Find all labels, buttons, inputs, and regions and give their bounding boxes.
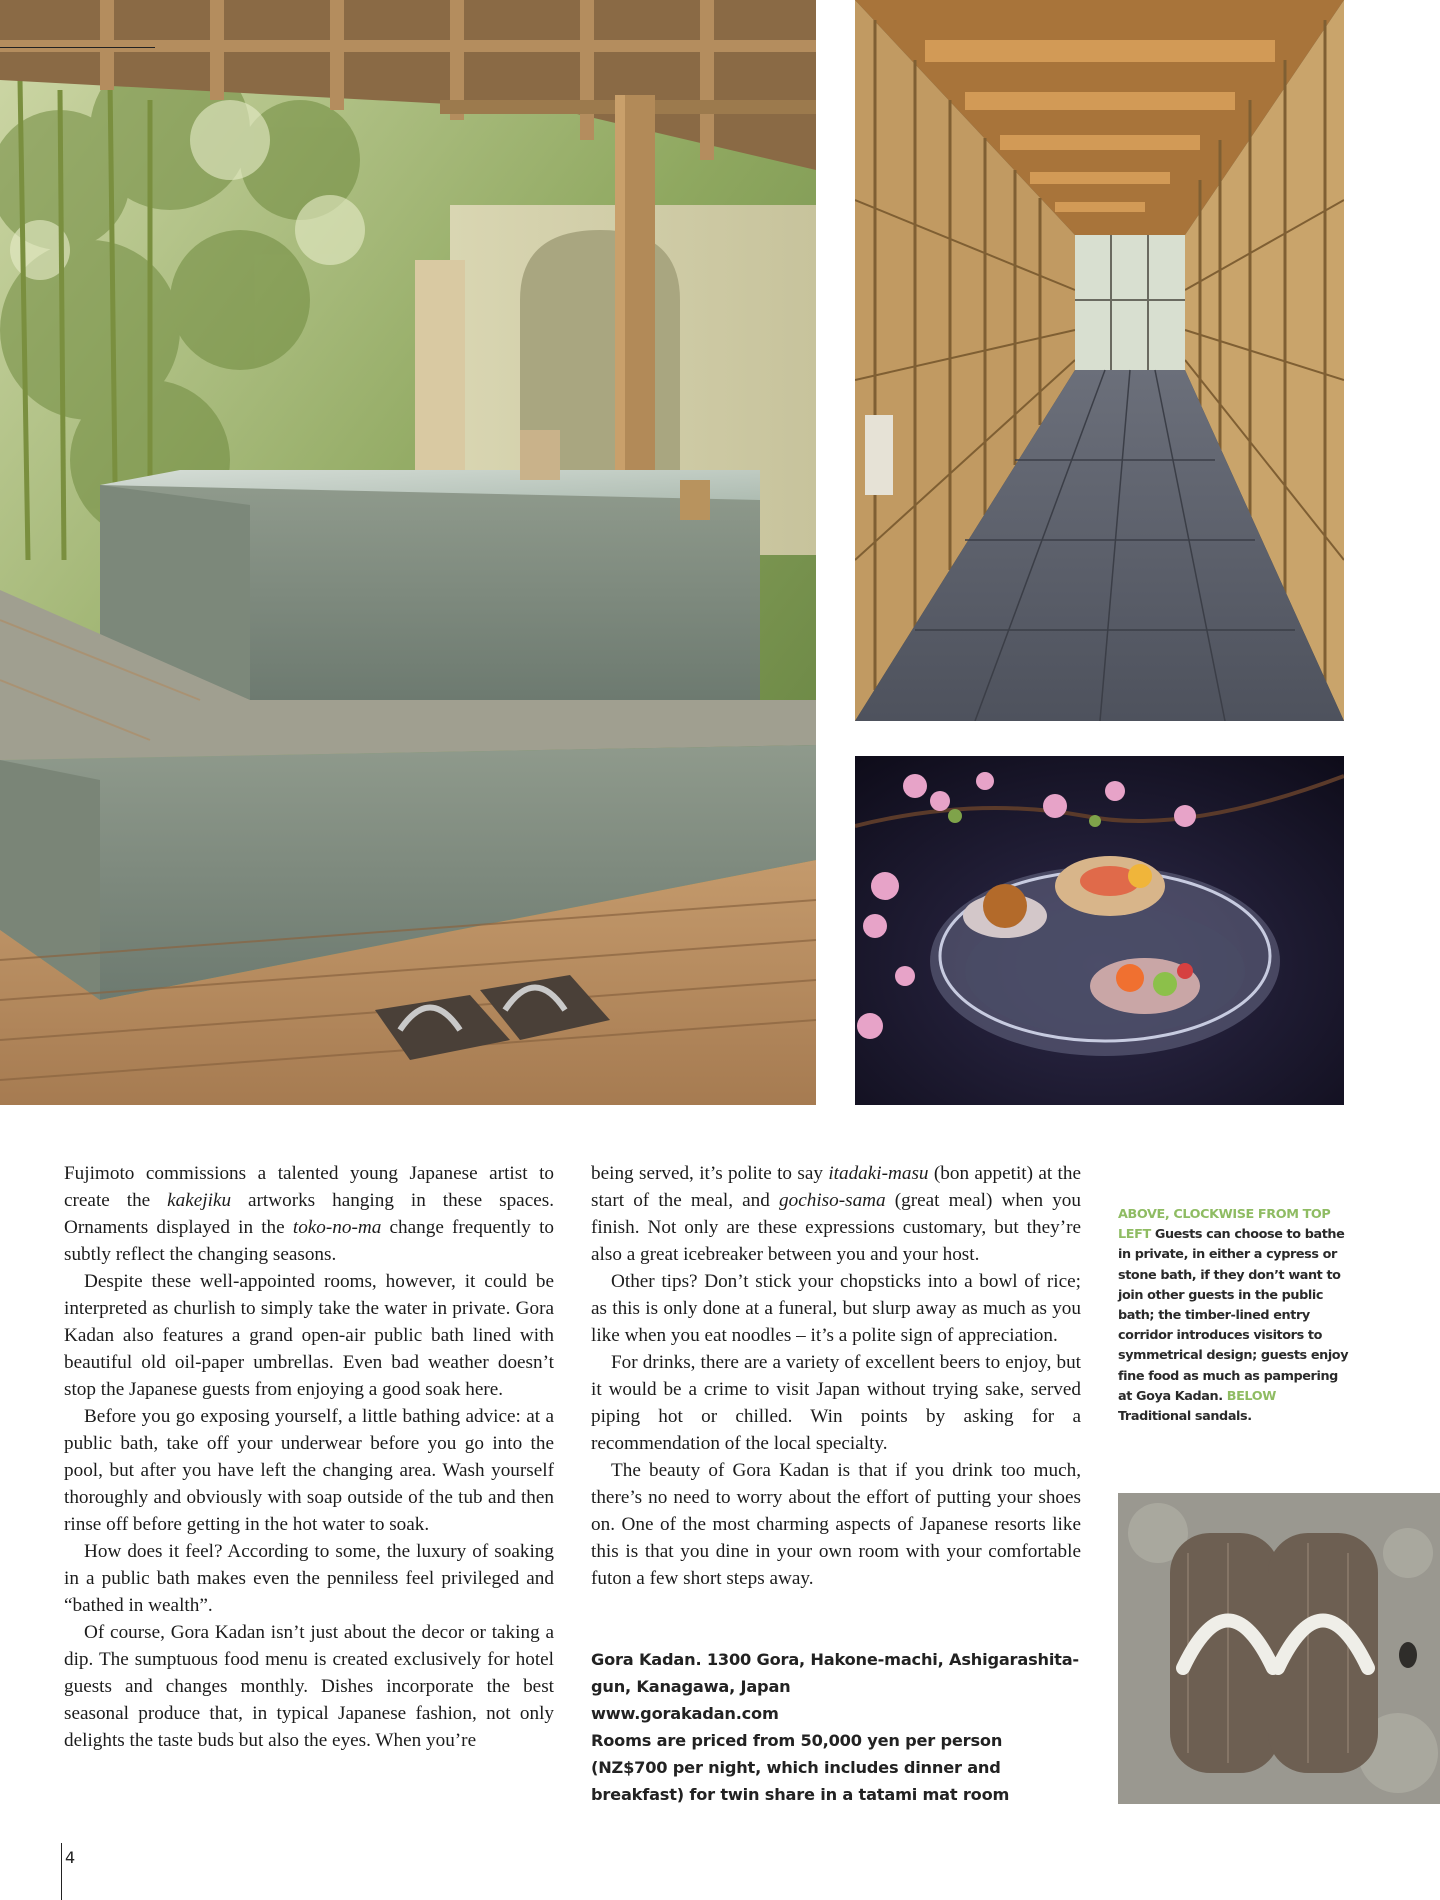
article-paragraph <box>591 1160 1081 1268</box>
article-paragraph <box>64 1403 554 1538</box>
article-paragraph <box>591 1349 1081 1457</box>
paragraph-text: (great meal) when you finish. Not only are these expressions customary, but they’re also a great icebreaker between you and your host. <box>591 1190 1081 1265</box>
caption-lead-label: ABOVE, CLOCKWISE FROM TOP LEFT <box>1118 1207 1331 1243</box>
folio-rule <box>61 1843 62 1900</box>
page-number: 4 <box>65 1848 76 1867</box>
article-column-middle <box>591 1160 1081 1592</box>
article-paragraph <box>64 1619 554 1754</box>
paragraph-text: being served, it’s polite to say <box>591 1163 829 1184</box>
article-paragraph <box>64 1160 554 1268</box>
hotel-pricing: Rooms are priced from 50,000 yen per person (NZ$700 per night, which includes dinner and breakfast) for twin share in a tatami mat room <box>591 1731 1010 1804</box>
paragraph-text: Despite these well-appointed rooms, however, it could be interpreted as churlish to simply take the water in private. Gora Kadan also features a grand open-air public bath lined with beautiful old oil-paper umbrellas. Even bad weather doesn’t stop the Japanese guests from enjoying a good soak here. <box>64 1271 554 1400</box>
paragraph-text: The beauty of Gora Kadan is that if you drink too much, there’s no need to worry about the effort of putting your shoes on. One of the most charming aspects of Japanese resorts like this is that you dine in your own room with your comfortable futon a few short steps away. <box>591 1460 1081 1589</box>
italic-term: itadaki-masu <box>828 1163 929 1184</box>
outdoor-stone-bath-photo <box>0 0 816 1105</box>
caption-below-label: BELOW <box>1226 1388 1276 1404</box>
photo-caption <box>1118 1205 1350 1427</box>
italic-term: kakejiku <box>167 1190 232 1211</box>
italic-term: gochiso-sama <box>779 1190 886 1211</box>
italic-term: toko-no-ma <box>292 1217 382 1238</box>
header-rule <box>0 47 155 48</box>
timber-corridor-photo <box>855 0 1344 721</box>
article-column-left <box>64 1160 554 1754</box>
article-paragraph <box>591 1457 1081 1592</box>
paragraph-text: change frequently to subtly reflect the changing seasons. <box>64 1217 554 1265</box>
kaiseki-food-photo <box>855 756 1344 1105</box>
hotel-website: www.gorakadan.com <box>591 1704 779 1723</box>
traditional-sandals-photo <box>1118 1493 1440 1804</box>
caption-lead-text: Guests can choose to bathe in private, in either a cypress or stone bath, if they don’t want to join other guests in the public bath; the timber-lined entry corridor introduces visitors to symmetrical design; guests enjoy fine food as much as pampering at Goya Kadan. <box>1118 1227 1349 1404</box>
article-paragraph <box>64 1268 554 1403</box>
paragraph-text: Fujimoto commissions a talented young Japanese artist to create the <box>64 1163 554 1211</box>
paragraph-text: For drinks, there are a variety of excellent beers to enjoy, but it would be a crime to visit Japan without trying sake, served piping hot or chilled. Win points by asking for a recommendation of the local specialty. <box>591 1352 1081 1454</box>
paragraph-text: Of course, Gora Kadan isn’t just about the decor or taking a dip. The sumptuous food menu is created exclusively for hotel guests and changes monthly. Dishes incorporate the best seasonal produce that, in typical Japanese fashion, not only delights the taste buds but also the eyes. When you’re <box>64 1622 554 1751</box>
paragraph-text: artworks hanging in these spaces. Ornaments displayed in the <box>64 1190 554 1238</box>
hotel-info-block <box>591 1646 1081 1808</box>
paragraph-text: Other tips? Don’t stick your chopsticks into a bowl of rice; as this is only done at a funeral, but slurp away as much as you like when you eat noodles – it’s a polite sign of appreciation. <box>591 1271 1081 1346</box>
paragraph-text: Before you go exposing yourself, a little bathing advice: at a public bath, take off your underwear before you go into the pool, but after you have left the changing area. Wash yourself thoroughly and obviously with soap outside of the tub and then rinse off before getting in the hot water to soak. <box>64 1406 554 1535</box>
caption-below-text: Traditional sandals. <box>1118 1409 1252 1425</box>
article-paragraph <box>64 1538 554 1619</box>
paragraph-text: How does it feel? According to some, the luxury of soaking in a public bath makes even the penniless feel privileged and “bathed in wealth”. <box>64 1541 554 1616</box>
hotel-address: Gora Kadan. 1300 Gora, Hakone-machi, Ashigarashita-gun, Kanagawa, Japan <box>591 1650 1079 1696</box>
article-paragraph <box>591 1268 1081 1349</box>
paragraph-text: (bon appetit) at the start of the meal, and <box>591 1163 1082 1211</box>
